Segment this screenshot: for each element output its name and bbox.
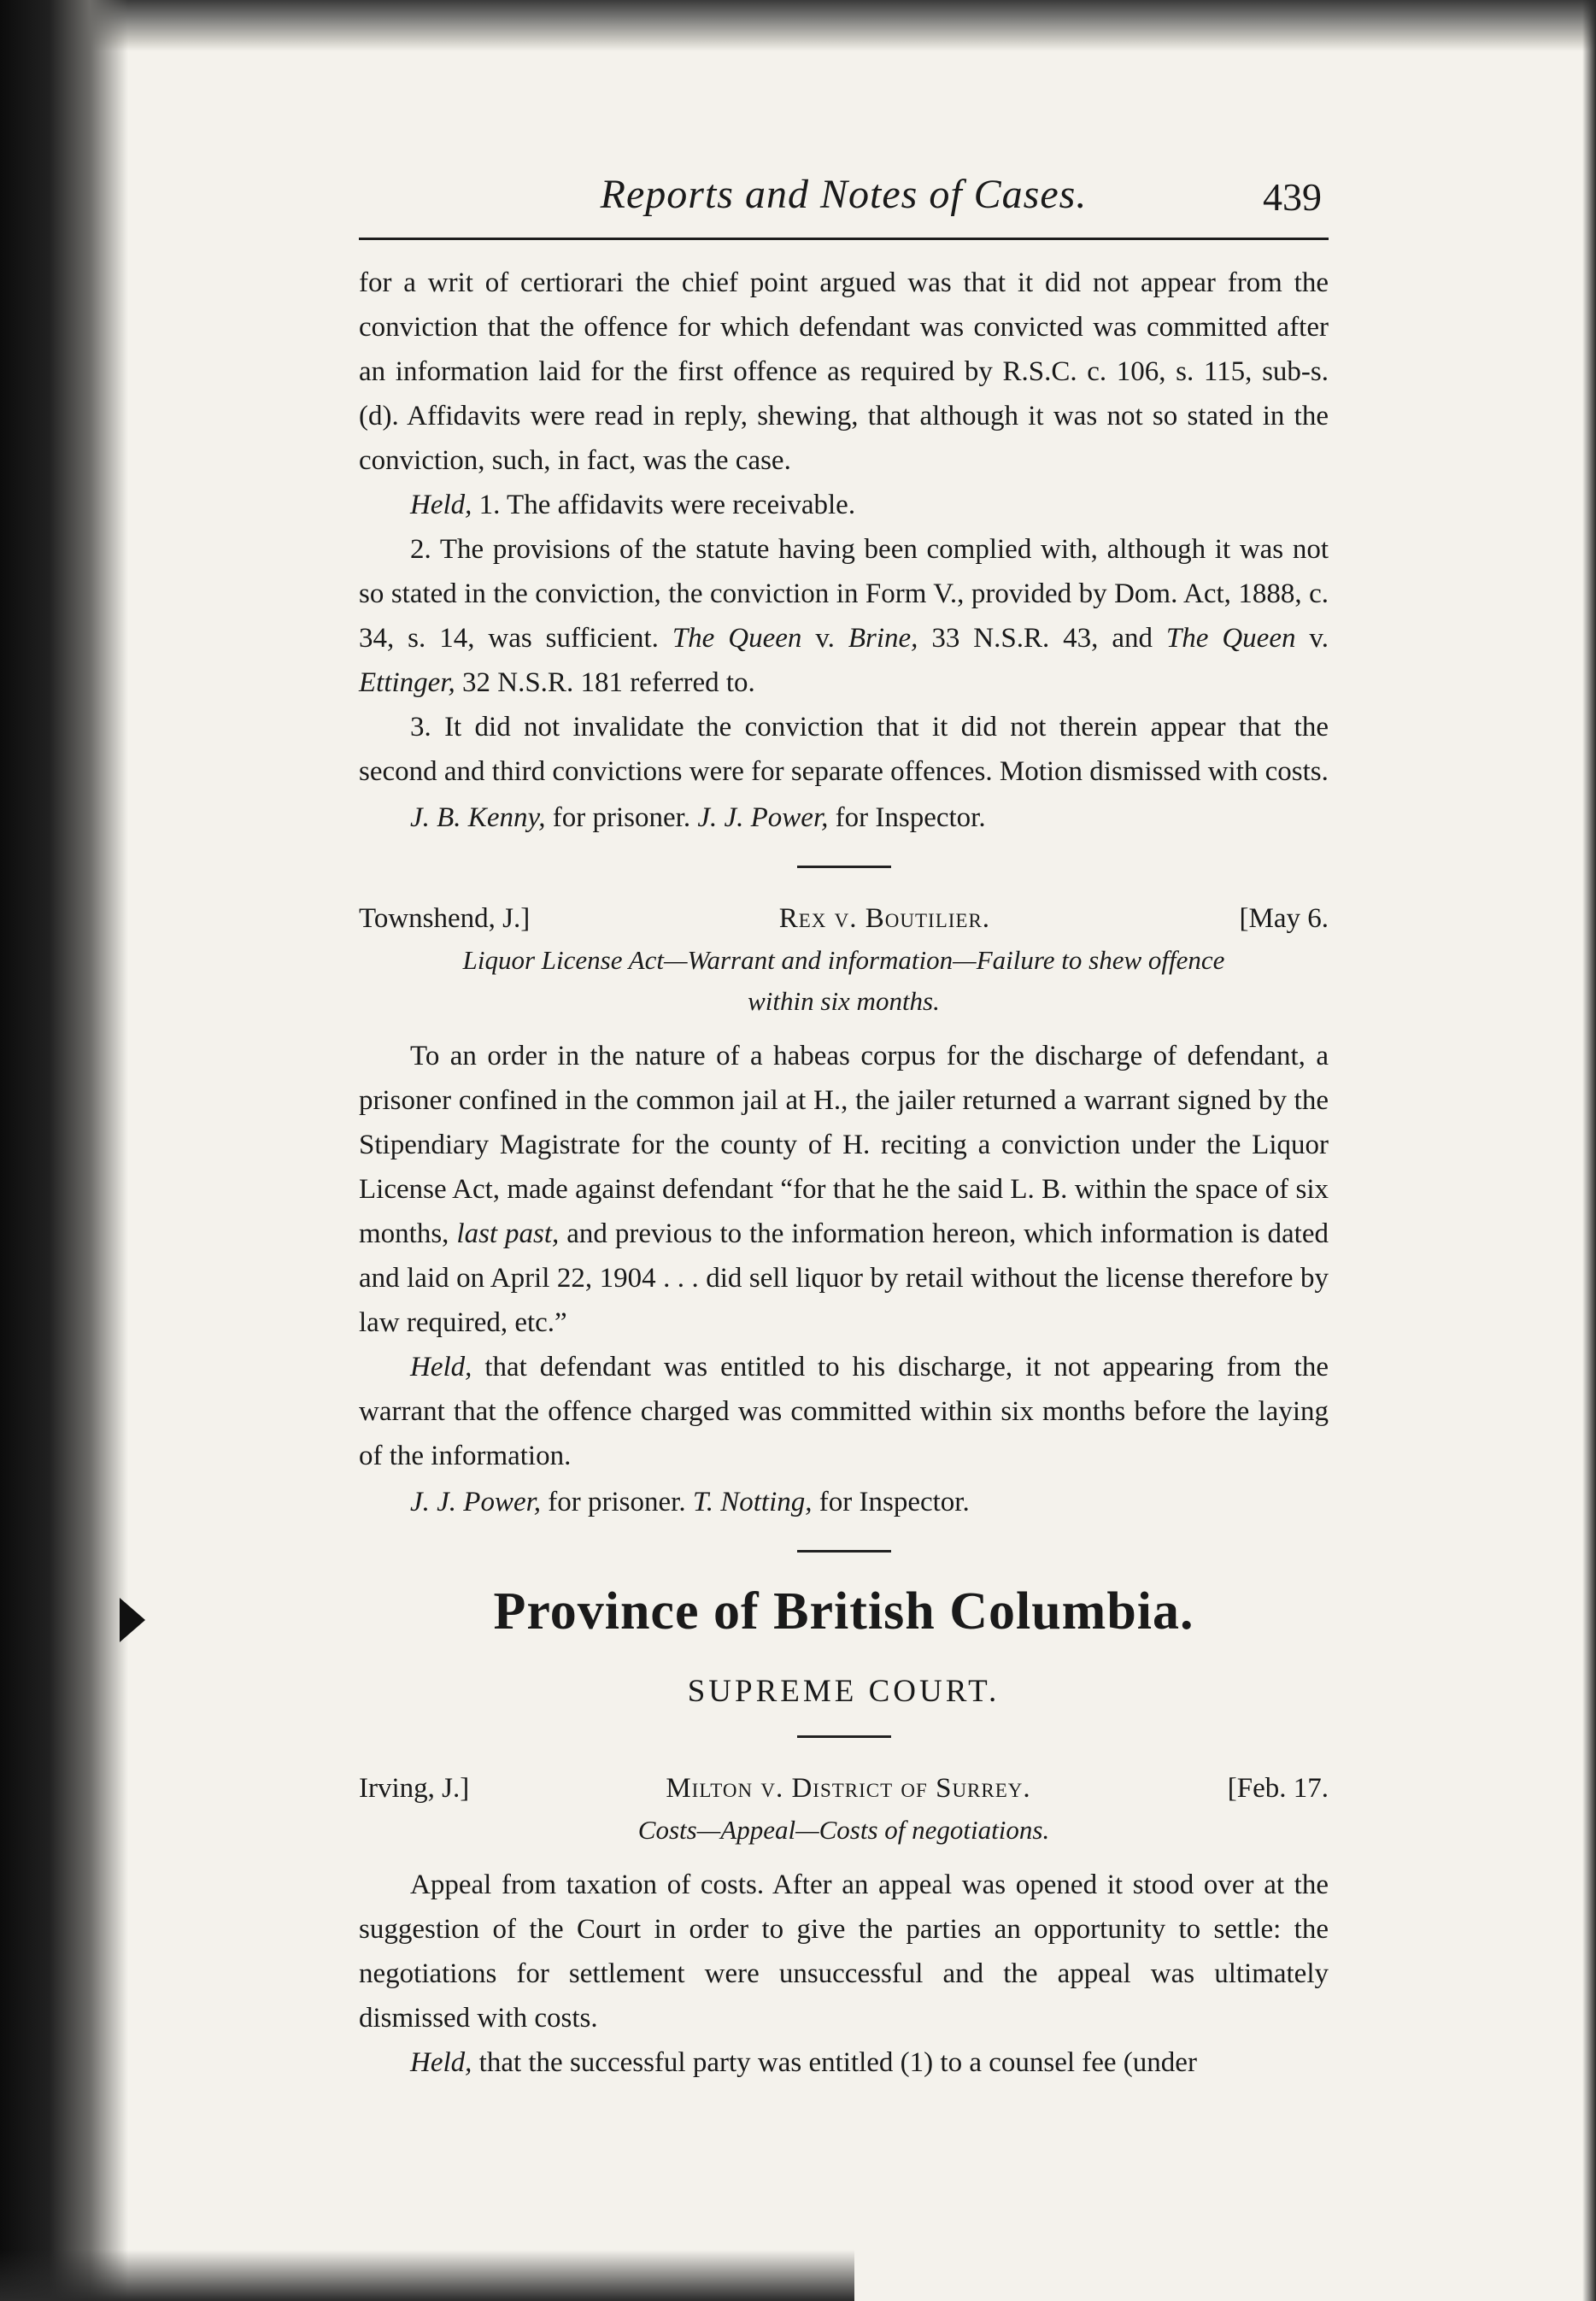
body-text: To an order in the nature of a habeas corpus for the discharge of defendant, a prisoner confined in the common jail at H., the jailer returned a warrant signed by the Stipendiary Magistrate for the county of H. reciting a conviction under the Liquor License Act, made against defendant “for that he the said L. B. within the space of six months,	[359, 1041, 1329, 1249]
scan-edge-right	[1582, 0, 1596, 2301]
section-divider	[797, 866, 891, 868]
case-2-body	[359, 1034, 1329, 1345]
counsel-role: for prisoner.	[541, 1487, 693, 1517]
province-heading: Province of British Columbia.	[493, 1582, 1194, 1641]
catchwords-line-1: Liquor License Act—Warrant and information—Failure to shew offence	[462, 945, 1225, 975]
header-rule	[359, 238, 1329, 240]
held-text: that defendant was entitled to his discharge, it not appearing from the warrant that the offence charged was committed within six months before the laying of the information.	[359, 1352, 1329, 1471]
case-3-heading	[359, 1767, 1329, 1810]
counsel-name: J. B. Kenny,	[410, 802, 546, 833]
counsel-role: for Inspector.	[828, 802, 986, 833]
case-3-held	[359, 2040, 1329, 2085]
held-label: Held,	[410, 490, 472, 520]
case-title: Milton v. District of Surrey.	[666, 1773, 1031, 1804]
case-2-catchwords	[359, 940, 1329, 1022]
case-3	[359, 1767, 1329, 2085]
case-2-counsel	[359, 1480, 1329, 1524]
citation-ettinger: Ettinger,	[359, 667, 455, 698]
page	[359, 171, 1329, 2085]
case-3-body: Appeal from taxation of costs. After an appeal was opened it stood over at the suggestion of the Court in order to give the parties an opportunity to settle: the negotiations for settlement were unsuccessful and the appeal was ultimately dismissed with costs.	[359, 1870, 1329, 2034]
case-judge: Irving, J.]	[359, 1773, 470, 1804]
case-1-counsel	[359, 795, 1329, 840]
scan-edge-left	[0, 0, 128, 2301]
section-divider	[797, 1550, 891, 1553]
page-number: 439	[1263, 175, 1322, 219]
held-text: that the successful party was entitled (1) to a counsel fee (under	[472, 2047, 1197, 2078]
held-2-text-a: 2. The provisions of the statute having been complied with, although it was not so stated in the conviction, the conviction in Form V., provided by Dom. Act, 1888, c. 34, s. 14, was sufficient.	[359, 534, 1329, 654]
case-2-heading	[359, 897, 1329, 940]
case-2	[359, 897, 1329, 1524]
held-2-text-c: 32 N.S.R. 181 referred to.	[455, 667, 755, 698]
page-header	[359, 171, 1329, 231]
case-1	[359, 261, 1329, 840]
citation-queen: The Queen	[672, 623, 802, 654]
case-1-held-3: 3. It did not invalidate the conviction that it did not therein appear that the second and third convictions were for separate offences. Motion dismissed with costs.	[359, 712, 1329, 787]
citation-queen-2: The Queen	[1165, 623, 1296, 654]
case-judge: Townshend, J.]	[359, 903, 531, 934]
scan-edge-top	[0, 0, 1596, 51]
held-label: Held,	[410, 2047, 472, 2078]
counsel-name: T. Notting,	[692, 1487, 813, 1517]
held-label: Held,	[410, 1352, 472, 1382]
case-1-held-1	[359, 483, 1329, 527]
body-tail: and previous to the information hereon, which information is dated and laid on April 22, 1904 . . . did sell liquor by retail without the license therefore by law required, etc.”	[359, 1218, 1329, 1338]
catchwords-line-2: within six months.	[748, 986, 940, 1016]
held-2-text-b: 33 N.S.R. 43, and	[918, 623, 1166, 654]
running-title: Reports and Notes of Cases.	[600, 172, 1088, 217]
citation-v-2: v.	[1295, 623, 1329, 654]
held-1-text: 1. The affidavits were receivable.	[472, 490, 856, 520]
case-date: [May 6.	[1239, 903, 1329, 934]
body-italic: last past,	[456, 1218, 560, 1249]
counsel-role: for prisoner.	[545, 802, 698, 833]
court-heading: SUPREME COURT.	[687, 1674, 1000, 1709]
case-1-held-2	[359, 527, 1329, 705]
section-divider	[797, 1735, 891, 1738]
counsel-name: J. J. Power,	[410, 1487, 542, 1517]
case-date: [Feb. 17.	[1227, 1773, 1329, 1804]
citation-brine: Brine,	[848, 623, 918, 654]
case-2-held	[359, 1345, 1329, 1478]
case-1-intro: for a writ of certiorari the chief point argued was that it did not appear from the conviction that the offence for which defendant was convicted was committed after an information laid for the first offence as required by R.S.C. c. 106, s. 115, sub-s. (d). Affidavits were read in reply, shewing, that although it was not so stated in the conviction, such, in fact, was the case.	[359, 267, 1329, 476]
margin-arrow-mark	[120, 1598, 145, 1642]
case-3-catchwords: Costs—Appeal—Costs of negotiations.	[637, 1815, 1050, 1845]
counsel-role: for Inspector.	[812, 1487, 970, 1517]
case-title: Rex v. Boutilier.	[778, 903, 991, 934]
counsel-name: J. J. Power,	[697, 802, 829, 833]
citation-v: v.	[801, 623, 848, 654]
scan-edge-bottom	[0, 2250, 854, 2301]
